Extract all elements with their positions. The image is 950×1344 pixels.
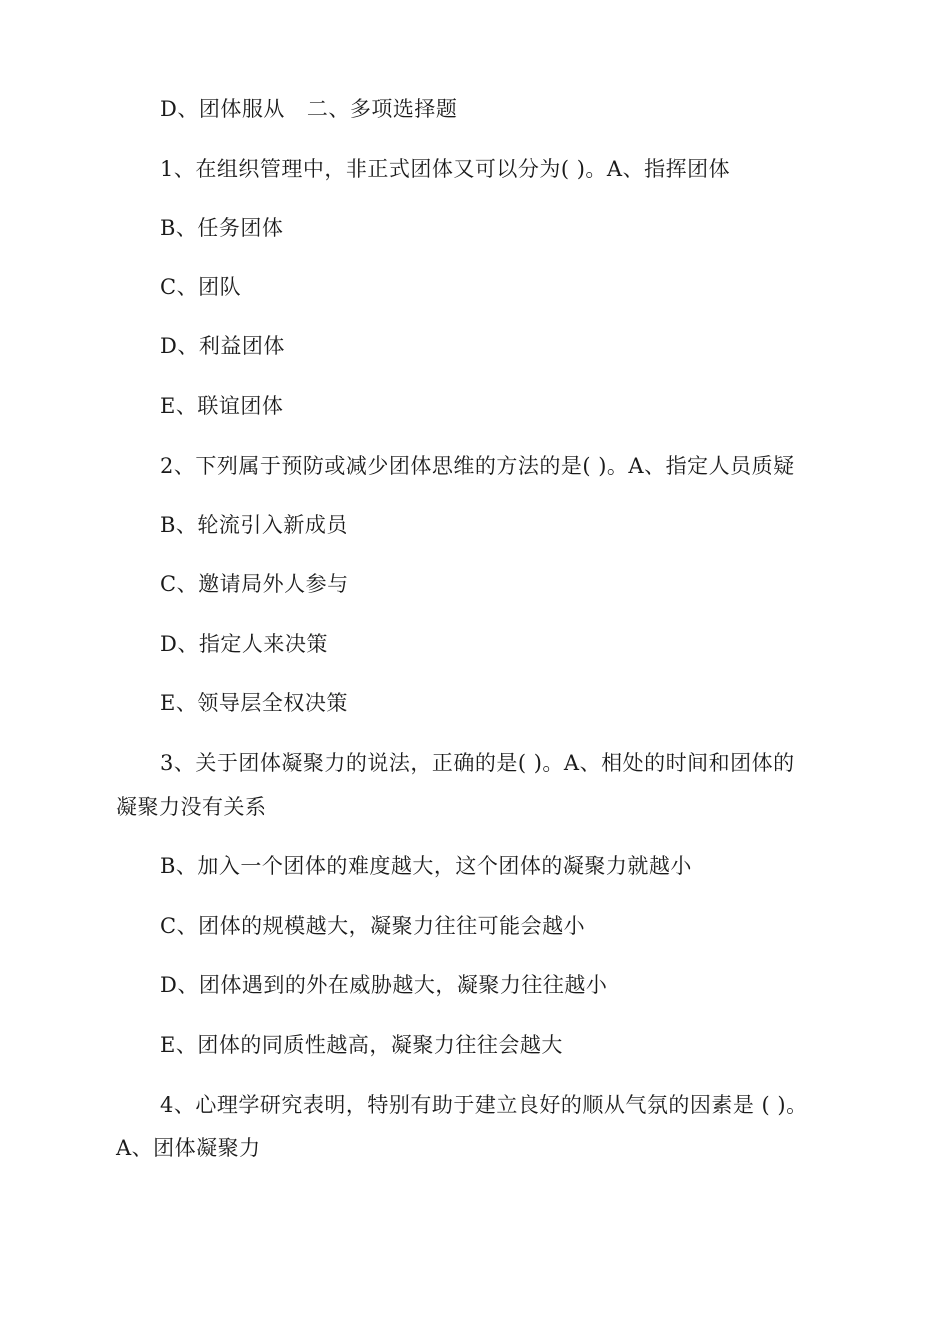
question-3-continued: 凝聚力没有关系 bbox=[116, 795, 267, 819]
section-heading: 二、多项选择题 bbox=[306, 97, 458, 121]
question-4: 4、心理学研究表明，特别有助于建立良好的顺从气氛的因素是 ( )。 bbox=[160, 1093, 808, 1117]
option-c: C、邀请局外人参与 bbox=[160, 572, 349, 596]
option-d: D、利益团体 bbox=[160, 334, 285, 358]
question-3: 3、关于团体凝聚力的说法，正确的是( )。A、相处的时间和团体的 bbox=[160, 751, 795, 775]
option-e: E、团体的同质性越高，凝聚力往往会越大 bbox=[160, 1033, 563, 1057]
question-4-continued: A、团体凝聚力 bbox=[116, 1136, 261, 1160]
option-b: B、任务团体 bbox=[160, 216, 284, 240]
option-e: E、领导层全权决策 bbox=[160, 691, 348, 715]
question-2: 2、下列属于预防或减少团体思维的方法的是( )。A、指定人员质疑 bbox=[160, 454, 795, 478]
text-line bbox=[160, 94, 457, 124]
option-c: C、团队 bbox=[160, 275, 242, 299]
option-text: D、团体服从 bbox=[160, 97, 285, 121]
option-d: D、指定人来决策 bbox=[160, 632, 328, 656]
option-e: E、联谊团体 bbox=[160, 394, 284, 418]
option-c: C、团体的规模越大，凝聚力往往可能会越小 bbox=[160, 914, 586, 938]
option-d: D、团体遇到的外在威胁越大，凝聚力往往越小 bbox=[160, 973, 608, 997]
option-b: B、轮流引入新成员 bbox=[160, 513, 348, 537]
question-1: 1、在组织管理中，非正式团体又可以分为( )。A、指挥团体 bbox=[160, 157, 731, 181]
option-b: B、加入一个团体的难度越大，这个团体的凝聚力就越小 bbox=[160, 854, 692, 878]
